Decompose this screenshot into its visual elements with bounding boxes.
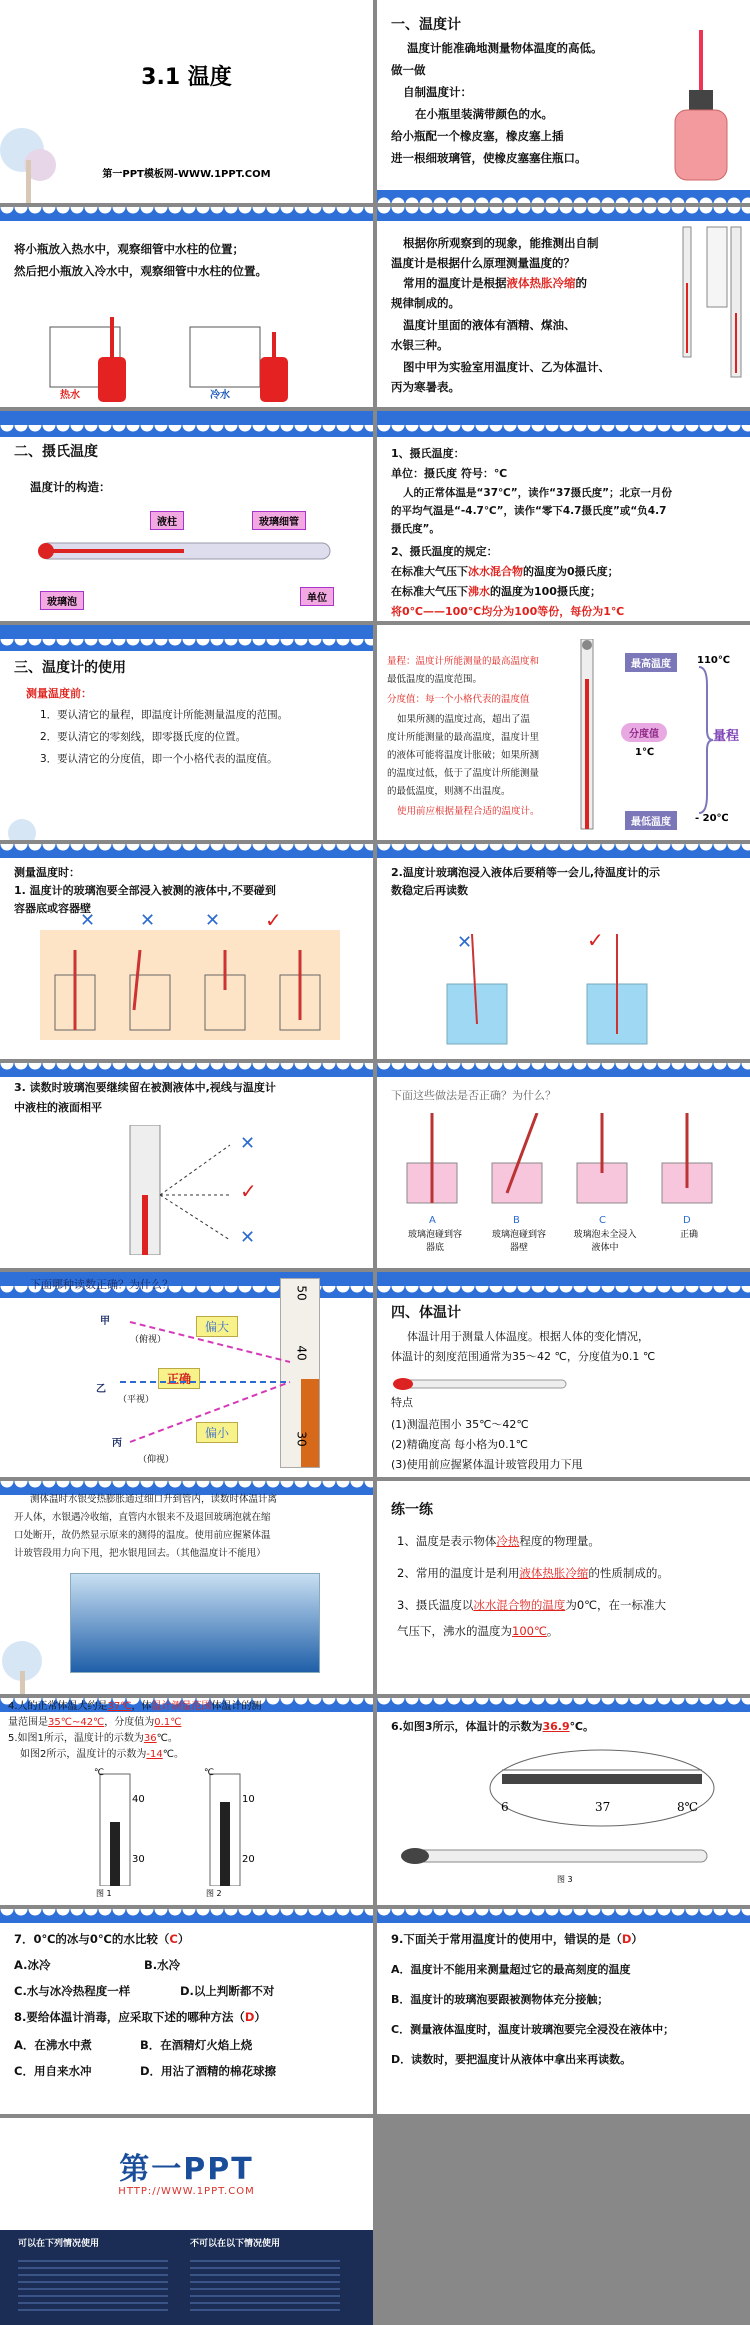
- viewer-label: 甲: [100, 1316, 110, 1327]
- question-4-cont: 量范围是35℃~42℃，分度值为0.1℃: [8, 1717, 182, 1728]
- border-decoration: [377, 189, 750, 203]
- text-line: 丙为寒暑表。: [391, 380, 460, 394]
- text-line: 3．要认清它的分度值，即一个小格代表的温度值。: [40, 753, 278, 765]
- question-6: 6.如图3所示，体温计的示数为36.9℃。: [391, 1720, 594, 1733]
- border-decoration: [377, 1909, 750, 1923]
- figure-caption: 图 3: [557, 1875, 573, 1884]
- slide-bottle-experiment: [0, 207, 373, 407]
- tick-label: 40: [132, 1794, 145, 1805]
- flask-illustration: [667, 30, 737, 190]
- tick-label: 40: [294, 1345, 309, 1361]
- sub-heading: 温度计的构造：: [30, 480, 111, 494]
- text-line: 最低温度的温度范围。: [387, 674, 483, 685]
- text-line: (2)精确度高 每小格为0.1℃: [391, 1438, 528, 1451]
- slide-exercise-9: [377, 1909, 750, 2114]
- text-line: 图中甲为实验室用温度计、乙为体温计、: [403, 360, 610, 374]
- option-a: A．在沸水中煮: [14, 2038, 92, 2052]
- text-line: 的液体可能将温度计胀破；如果所测: [387, 750, 540, 761]
- text-line: 体温计用于测量人体温度。根据人体的变化情况，: [407, 1330, 649, 1343]
- question-1: 1、温度是表示物体冷热程度的物理量。: [397, 1534, 600, 1548]
- text-line: 度计所能测量的最高温度，温度计里: [387, 732, 540, 743]
- section-heading: 四、体温计: [391, 1305, 461, 1321]
- text-line: 在标准大气压下冰水混合物的温度为0摄氏度；: [391, 565, 619, 578]
- question-8: 8.要给体温计消毒，应采取下述的哪种方法（D）: [14, 2010, 266, 2024]
- logo: 第一PPT: [119, 2152, 254, 2187]
- option-d: D．读数时，要把温度计从液体中拿出来再读数。: [391, 2053, 632, 2066]
- wrong-mark: ✕: [240, 1227, 256, 1248]
- text-line: 2、摄氏温度的规定：: [391, 545, 498, 558]
- slide-range-division: [377, 625, 750, 840]
- border-decoration: [377, 1063, 750, 1077]
- text-line: 1. 温度计的玻璃泡要全部浸入被测的液体中,不要碰到: [14, 884, 276, 897]
- slide-exercise-7-8: [0, 1909, 373, 2114]
- tick-label: 8℃: [677, 1800, 699, 1814]
- tick-label: 30: [132, 1854, 145, 1865]
- empty-area: [377, 2118, 750, 2325]
- text-line: 中液柱的液面相平: [14, 1101, 102, 1114]
- unit-label: ℃: [94, 1768, 105, 1778]
- text-line: 温度计是根据什么原理测量温度的？: [391, 256, 575, 270]
- slide-thermometer-intro: [377, 0, 750, 203]
- label-glass-tube: 玻璃细管: [252, 511, 306, 530]
- logo-url: HTTP://WWW.1PPT.COM: [118, 2186, 255, 2197]
- text-line: 单位：摄氏度 符号：℃: [391, 467, 508, 480]
- label-liquid-column: 液柱: [150, 511, 184, 530]
- label-division: 分度值: [621, 723, 667, 742]
- text-line: 2．要认清它的零刻线，即零摄氏度的位置。: [40, 731, 247, 743]
- option-d: D．用沾了酒精的棉花球擦: [140, 2064, 277, 2078]
- option-c: C.水与冰冷热程度一样: [14, 1984, 131, 1998]
- text-line: 的最低温度，则测不出温度。: [387, 786, 511, 797]
- text-line: 自制温度计：: [403, 85, 472, 99]
- text-line: 3. 读数时玻璃泡要继续留在被测液体中,视线与温度计: [14, 1081, 276, 1094]
- option-caption: 玻璃泡碰到容器壁: [491, 1230, 546, 1253]
- thermometers-illustration: [677, 223, 747, 403]
- question-5: 5.如图1所示，温度计的示数为36℃。: [8, 1733, 178, 1744]
- tick-label: 30: [294, 1431, 309, 1447]
- option-b: B.水冷: [144, 1958, 181, 1972]
- tick-label: 50: [294, 1285, 309, 1301]
- text-line: (1)测温范围小 35℃～42℃: [391, 1418, 529, 1431]
- figure-caption: 图 2: [206, 1889, 222, 1898]
- border-decoration: [0, 1063, 373, 1077]
- text-line: 容器底或容器壁: [14, 902, 91, 915]
- slide-exercise-6: [377, 1698, 750, 1905]
- option-caption: 玻璃泡碰到容器底: [407, 1230, 462, 1253]
- text-line: 的温度过低，低于了温度计所能测量: [387, 768, 540, 779]
- thermometer-diagram: [30, 531, 350, 571]
- beakers-illustration: [40, 930, 340, 1040]
- text-line: 开人体，水银遇冷收缩，直管内水银来不及退回玻璃泡就在缩: [14, 1512, 271, 1523]
- text-line: 在小瓶里装满带颜色的水。: [415, 107, 553, 121]
- tick-label: 6: [501, 1800, 509, 1814]
- slide-measure-rule-2: [377, 844, 750, 1059]
- section-heading: 一、温度计: [391, 17, 461, 33]
- text-line: 温度计里面的液体有酒精、煤油、: [403, 318, 576, 332]
- viewer-label: （俯视）: [130, 1335, 167, 1345]
- sight-lines: [120, 1312, 300, 1462]
- text-line: 的平均气温是“-4.7℃”，读作“零下4.7摄氏度”或“负4.7: [391, 505, 667, 517]
- slide-thermometer-usage: [0, 625, 373, 840]
- label-min-temp: 最低温度: [625, 811, 677, 830]
- wrong-mark: ✕: [457, 932, 473, 953]
- slide-reading-angles: [0, 1272, 373, 1477]
- text-line: 将小瓶放入热水中，观察细管中水柱的位置；: [14, 242, 244, 256]
- option-caption: 正确: [679, 1230, 698, 1240]
- text-line: 将0℃——100℃均分为100等份，每份为1℃: [391, 605, 625, 618]
- tag-correct: 正确: [158, 1368, 200, 1389]
- text-line: 人的正常体温是“37℃”，读作“37摄氏度”；北京一月份: [403, 487, 673, 499]
- text-line: (3)使用前应握紧体温计玻管段用力下甩: [391, 1458, 583, 1471]
- slide-measure-rule-1: [0, 844, 373, 1059]
- viewer-label: （平视）: [118, 1395, 155, 1405]
- header-bar: [0, 625, 373, 651]
- sub-heading: 测量温度时：: [14, 866, 80, 879]
- label-max-temp: 最高温度: [625, 653, 677, 672]
- header-bar: [377, 411, 750, 437]
- text-line: 如果所测的温度过高，超出了温: [397, 714, 531, 725]
- text-line: 根据你所观察到的现象，能推测出自制: [403, 236, 599, 250]
- tree-decoration: [0, 815, 60, 840]
- slide-thermometer-principle: [377, 207, 750, 407]
- slide-measure-rule-3: [0, 1063, 373, 1268]
- section-heading: 三、温度计的使用: [14, 660, 126, 676]
- question-9: 9.下面关于常用温度计的使用中，错误的是（D）: [391, 1932, 643, 1946]
- correct-mark: ✓: [240, 1179, 257, 1203]
- tag-smaller: 偏小: [196, 1422, 238, 1443]
- label-min-value: - 20℃: [695, 813, 729, 824]
- text-line: 规律制成的。: [391, 296, 460, 310]
- footer-panel: [0, 2230, 373, 2325]
- wrong-mark: ✕: [205, 910, 221, 931]
- clinical-thermometer-image: [391, 1374, 571, 1394]
- wrong-mark: ✕: [240, 1133, 256, 1154]
- label-range: 量程: [713, 729, 740, 744]
- label-division-value: 1℃: [635, 747, 655, 758]
- border-decoration: [0, 207, 373, 221]
- text-line: 1．要认清它的量程，即温度计所能测量温度的范围。: [40, 709, 289, 721]
- text-line: 特点: [391, 1396, 413, 1409]
- clinical-thermometer-image: [397, 1840, 717, 1870]
- site-label: 第一PPT模板网-WWW.1PPT.COM: [102, 169, 271, 180]
- link-list: [190, 2260, 340, 2316]
- option-c: C．测量液体温度时，温度计玻璃泡要完全浸没在液体中；: [391, 2023, 675, 2036]
- question: 下面这些做法是否正确？为什么？: [391, 1089, 556, 1102]
- text-line: 做一做: [391, 63, 426, 77]
- tick-label: 20: [242, 1854, 255, 1865]
- text-line: 测体温时水银受热膨胀通过细口升到管内，读数时体温计离: [30, 1494, 278, 1505]
- text-line: 在标准大气压下沸水的温度为100摄氏度；: [391, 585, 601, 598]
- text-line: 数稳定后再读数: [391, 884, 468, 897]
- text-line: 进一根细玻璃管，使橡皮塞塞住瓶口。: [391, 151, 587, 165]
- question-4: 4.人的正常体温大约是37℃，体温计测量范围体温计的测: [8, 1701, 262, 1712]
- tree-decoration: [0, 1631, 60, 1694]
- question-3-cont: 气压下，沸水的温度为100℃。: [397, 1624, 559, 1638]
- unit-label: ℃: [204, 1768, 215, 1778]
- correct-mark: ✓: [265, 908, 282, 932]
- viewer-label: （仰视）: [138, 1455, 175, 1465]
- figure-1-thermometer: [90, 1766, 150, 1886]
- text-line: 然后把小瓶放入冷水中，观察细管中水柱的位置。: [14, 264, 267, 278]
- hot-water-label: 热水: [60, 390, 80, 401]
- slide-celsius-structure: [0, 411, 373, 621]
- border-decoration: [377, 207, 750, 221]
- question: 下面哪种读数正确？为什么？: [30, 1278, 173, 1291]
- option-label: A: [429, 1215, 436, 1226]
- slide-title-text: 3.1 温度: [141, 65, 232, 90]
- option-label: D: [683, 1215, 691, 1226]
- link-list: [18, 2260, 168, 2316]
- viewer-label: 丙: [112, 1438, 122, 1449]
- usage-allowed: 可以在下列情况使用: [18, 2239, 100, 2249]
- slide-end: [0, 2118, 373, 2325]
- text-line: 量程：温度计所能测量的最高温度和: [387, 656, 540, 667]
- option-label: B: [513, 1215, 520, 1226]
- label-unit: 单位: [300, 587, 334, 606]
- text-line: 温度计能准确地测量物体温度的高低。: [407, 41, 603, 55]
- usage-disallowed: 不可以在以下情况使用: [190, 2239, 281, 2249]
- border-decoration: [377, 1698, 750, 1712]
- option-b: B．温度计的玻璃泡要跟被测物体充分接触；: [391, 1993, 609, 2006]
- slide-clinical-thermometer: [377, 1272, 750, 1477]
- text-line: 计玻管段用力向下甩，把水银甩回去。（其他温度计不能甩）: [14, 1548, 266, 1559]
- section-heading: 练一练: [391, 1502, 433, 1518]
- question-5-cont: 如图2所示，温度计的示数为-14℃。: [20, 1749, 184, 1760]
- text-line: 口处断开，故仍然显示原来的测得的温度。使用前应握紧体温: [14, 1530, 271, 1541]
- cold-water-label: 冷水: [210, 390, 230, 401]
- range-brace: [697, 665, 713, 815]
- option-d: D.以上判断都不对: [180, 1984, 275, 1998]
- figure-3-magnified: [487, 1748, 717, 1828]
- text-line: 体温计的刻度范围通常为35～42 ℃，分度值为0.1 ℃: [391, 1350, 656, 1363]
- viewer-label: 乙: [96, 1384, 106, 1395]
- header-bar: [377, 1272, 750, 1298]
- tag-larger: 偏大: [196, 1316, 238, 1337]
- question-3: 3、摄氏温度以冰水混合物的温度为0℃，在一标准大: [397, 1598, 667, 1612]
- border-decoration: [0, 1909, 373, 1923]
- text-line: 分度值：每一个小格代表的温度值: [387, 694, 530, 705]
- section-heading: 二、摄氏温度: [14, 444, 98, 460]
- border-decoration: [377, 844, 750, 858]
- slide-clinical-explanation: [0, 1481, 373, 1694]
- option-a: A.冰冷: [14, 1958, 51, 1972]
- sub-heading: 测量温度前：: [26, 687, 92, 700]
- text-line: 使用前应根据量程合适的温度计。: [397, 806, 540, 817]
- text-line: 1、摄氏温度：: [391, 447, 465, 460]
- wrong-mark: ✕: [80, 910, 96, 931]
- slide-exercise-4-5: [0, 1698, 373, 1905]
- text-line: 给小瓶配一个橡皮塞，橡皮塞上插: [391, 129, 564, 143]
- option-c: C．用自来水冲: [14, 2064, 92, 2078]
- tick-label: 10: [242, 1794, 255, 1805]
- text-line: 2.温度计玻璃泡浸入液体后要稍等一会儿,待温度计的示: [391, 866, 661, 879]
- slide-practice: [377, 1481, 750, 1694]
- slide-title: [0, 0, 373, 203]
- slide-celsius-definition: [377, 411, 750, 621]
- label-max-value: 110℃: [697, 655, 730, 666]
- correct-mark: ✓: [587, 928, 604, 952]
- figure-caption: 图 1: [96, 1889, 112, 1898]
- option-label: C: [599, 1215, 606, 1226]
- clinical-thermometer-photo: [70, 1573, 320, 1673]
- label-bulb: 玻璃泡: [40, 591, 84, 610]
- text-line: 常用的温度计是根据液体热胀冷缩的: [403, 276, 587, 290]
- figure-2-thermometer: [200, 1766, 260, 1886]
- tick-label: 37: [595, 1800, 611, 1814]
- text-line: 水银三种。: [391, 338, 449, 352]
- text-line: 摄氏度”。: [391, 523, 440, 535]
- thermometer-scale: [573, 639, 603, 839]
- slide-quiz-beakers: [377, 1063, 750, 1268]
- question-7: 7．0℃的冰与0℃的水比较（C）: [14, 1932, 190, 1946]
- header-bar: [0, 411, 373, 437]
- beaker-illustration: [40, 297, 340, 407]
- option-b: B．在酒精灯火焰上烧: [140, 2038, 253, 2052]
- wrong-mark: ✕: [140, 910, 156, 931]
- question-2: 2、常用的温度计是利用液体热胀冷缩的性质制成的。: [397, 1566, 669, 1580]
- border-decoration: [0, 844, 373, 858]
- option-a: A．温度计不能用来测量超过它的最高刻度的温度: [391, 1963, 631, 1976]
- option-caption: 玻璃泡未全浸入液体中: [573, 1230, 637, 1253]
- beakers-illustration: [397, 1113, 737, 1213]
